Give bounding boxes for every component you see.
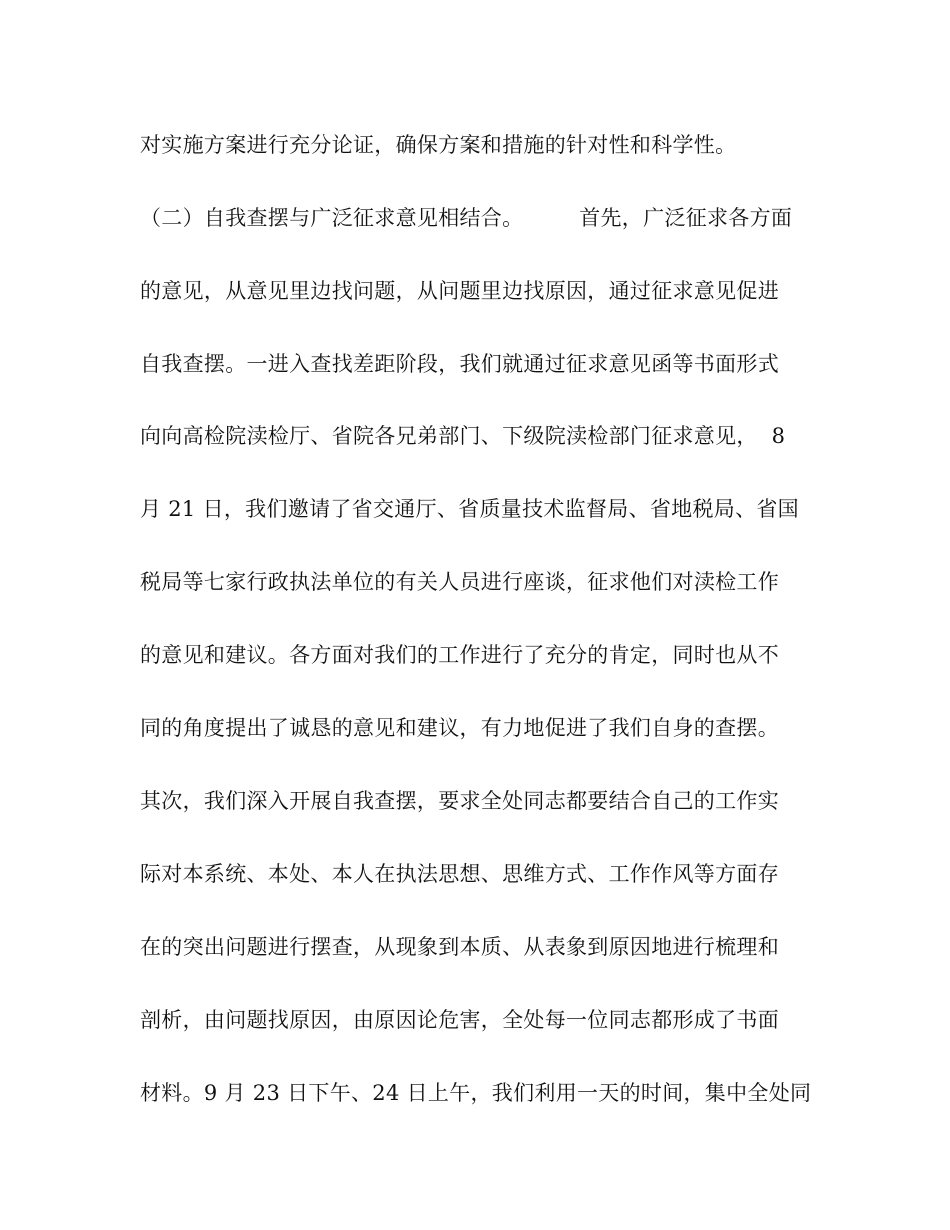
text-line: （二）自我查摆与广泛征求意见相结合。 首先，广泛征求各方面 (140, 206, 793, 230)
text-line: 际对本系统、本处、本人在执法思想、思维方式、工作作风等方面存 (140, 862, 779, 886)
text-line: 剖析，由问题找原因，由原因论危害，全处每一位同志都形成了书面 (140, 1008, 779, 1032)
text-line: 自我查摆。一进入查找差距阶段，我们就通过征求意见函等书面形式 (140, 352, 779, 376)
text-line: 的意见，从意见里边找问题，从问题里边找原因，通过征求意见促进 (140, 279, 779, 303)
text-line: 税局等七家行政执法单位的有关人员进行座谈，征求他们对渎检工作 (140, 570, 779, 594)
text-line: 向向高检院渎检厅、省院各兄弟部门、下级院渎检部门征求意见， 8 (140, 424, 786, 448)
text-line: 对实施方案进行充分论证，确保方案和措施的针对性和科学性。 (140, 133, 737, 157)
text-line: 其次，我们深入开展自我查摆，要求全处同志都要结合自己的工作实 (140, 789, 779, 813)
text-line: 在的突出问题进行摆查，从现象到本质、从表象到原因地进行梳理和 (140, 935, 779, 959)
text-line: 月 21 日，我们邀请了省交通厅、省质量技术监督局、省地税局、省国 (140, 497, 799, 521)
text-line: 材料。9 月 23 日下午、24 日上午，我们利用一天的时间，集中全处同 (140, 1081, 812, 1105)
text-line: 的意见和建议。各方面对我们的工作进行了充分的肯定，同时也从不 (140, 643, 779, 667)
text-line: 同的角度提出了诚恳的意见和建议，有力地促进了我们自身的查摆。 (140, 716, 779, 740)
